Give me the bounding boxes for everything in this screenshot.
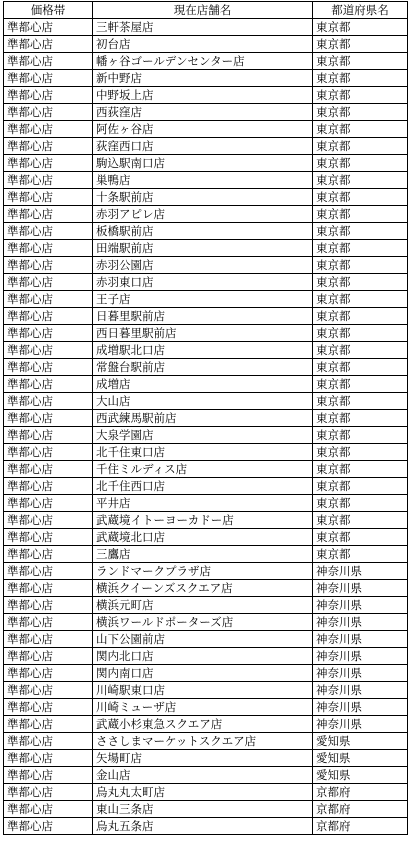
- table-row: [4, 597, 408, 614]
- cell-store-name: 大泉学園店: [93, 427, 313, 444]
- cell-store-name: 川崎駅東口店: [93, 682, 313, 699]
- cell-store-name: 千住ミルディス店: [93, 461, 313, 478]
- cell-price-tier: 準都心店: [4, 189, 93, 206]
- cell-price-tier: 準都心店: [4, 172, 93, 189]
- table-row: [4, 495, 408, 512]
- cell-store-name: 三軒茶屋店: [93, 19, 313, 36]
- cell-price-tier: 準都心店: [4, 784, 93, 801]
- table-row: [4, 427, 408, 444]
- cell-store-name: 幡ヶ谷ゴールデンセンター店: [93, 53, 313, 70]
- table-row: [4, 325, 408, 342]
- cell-price-tier: 準都心店: [4, 699, 93, 716]
- cell-store-name: 横浜クイーンズスクエア店: [93, 580, 313, 597]
- cell-prefecture: 東京都: [313, 376, 408, 393]
- cell-prefecture: 神奈川県: [313, 716, 408, 733]
- table-row: [4, 529, 408, 546]
- cell-price-tier: 準都心店: [4, 733, 93, 750]
- table-row: [4, 104, 408, 121]
- table-row: [4, 750, 408, 767]
- table-row: [4, 36, 408, 53]
- cell-price-tier: 準都心店: [4, 818, 93, 835]
- cell-prefecture: 東京都: [313, 274, 408, 291]
- table-row: [4, 274, 408, 291]
- cell-store-name: 王子店: [93, 291, 313, 308]
- cell-price-tier: 準都心店: [4, 631, 93, 648]
- table-row: [4, 410, 408, 427]
- cell-store-name: 武蔵境北口店: [93, 529, 313, 546]
- cell-prefecture: 東京都: [313, 478, 408, 495]
- table-row: [4, 563, 408, 580]
- cell-prefecture: 神奈川県: [313, 597, 408, 614]
- cell-store-name: 山下公園前店: [93, 631, 313, 648]
- cell-prefecture: 東京都: [313, 155, 408, 172]
- cell-prefecture: 京都府: [313, 784, 408, 801]
- header-store-name: 現在店舗名: [93, 2, 313, 19]
- cell-store-name: ランドマークプラザ店: [93, 563, 313, 580]
- table-row: [4, 70, 408, 87]
- cell-store-name: 西日暮里駅前店: [93, 325, 313, 342]
- table-row: [4, 699, 408, 716]
- cell-price-tier: 準都心店: [4, 240, 93, 257]
- cell-prefecture: 神奈川県: [313, 614, 408, 631]
- cell-prefecture: 東京都: [313, 529, 408, 546]
- table-row: [4, 614, 408, 631]
- table-body: [4, 19, 408, 835]
- table-row: [4, 580, 408, 597]
- cell-price-tier: 準都心店: [4, 801, 93, 818]
- cell-store-name: 烏丸五条店: [93, 818, 313, 835]
- cell-price-tier: 準都心店: [4, 495, 93, 512]
- cell-store-name: 西荻窪店: [93, 104, 313, 121]
- cell-store-name: 赤羽東口店: [93, 274, 313, 291]
- cell-store-name: 十条駅前店: [93, 189, 313, 206]
- cell-prefecture: 東京都: [313, 359, 408, 376]
- table-row: [4, 478, 408, 495]
- table-row: [4, 682, 408, 699]
- cell-store-name: ささしまマーケットスクエア店: [93, 733, 313, 750]
- cell-price-tier: 準都心店: [4, 682, 93, 699]
- cell-store-name: 板橋駅前店: [93, 223, 313, 240]
- cell-prefecture: 東京都: [313, 19, 408, 36]
- cell-prefecture: 東京都: [313, 291, 408, 308]
- cell-price-tier: 準都心店: [4, 767, 93, 784]
- cell-price-tier: 準都心店: [4, 512, 93, 529]
- cell-price-tier: 準都心店: [4, 546, 93, 563]
- table-row: [4, 631, 408, 648]
- cell-price-tier: 準都心店: [4, 478, 93, 495]
- cell-store-name: 成増店: [93, 376, 313, 393]
- cell-store-name: 新中野店: [93, 70, 313, 87]
- cell-store-name: 烏丸丸太町店: [93, 784, 313, 801]
- table-row: [4, 19, 408, 36]
- cell-price-tier: 準都心店: [4, 648, 93, 665]
- cell-prefecture: 京都府: [313, 801, 408, 818]
- cell-store-name: 平井店: [93, 495, 313, 512]
- cell-prefecture: 神奈川県: [313, 563, 408, 580]
- cell-price-tier: 準都心店: [4, 563, 93, 580]
- cell-prefecture: 東京都: [313, 206, 408, 223]
- table-row: [4, 87, 408, 104]
- cell-prefecture: 東京都: [313, 461, 408, 478]
- cell-prefecture: 東京都: [313, 189, 408, 206]
- cell-prefecture: 東京都: [313, 495, 408, 512]
- cell-price-tier: 準都心店: [4, 614, 93, 631]
- table-row: [4, 359, 408, 376]
- table-row: [4, 257, 408, 274]
- cell-prefecture: 神奈川県: [313, 665, 408, 682]
- cell-store-name: 赤羽アピレ店: [93, 206, 313, 223]
- cell-prefecture: 神奈川県: [313, 580, 408, 597]
- table-row: [4, 393, 408, 410]
- header-row: [4, 2, 408, 19]
- table-row: [4, 818, 408, 835]
- cell-store-name: 武蔵小杉東急スクエア店: [93, 716, 313, 733]
- cell-store-name: 中野坂上店: [93, 87, 313, 104]
- cell-store-name: 駒込駅南口店: [93, 155, 313, 172]
- cell-price-tier: 準都心店: [4, 750, 93, 767]
- cell-prefecture: 東京都: [313, 87, 408, 104]
- header-prefecture: 都道府県名: [313, 2, 408, 19]
- table-row: [4, 53, 408, 70]
- cell-store-name: 矢場町店: [93, 750, 313, 767]
- table-row: [4, 121, 408, 138]
- cell-prefecture: 神奈川県: [313, 699, 408, 716]
- cell-prefecture: 東京都: [313, 444, 408, 461]
- cell-prefecture: 東京都: [313, 104, 408, 121]
- cell-price-tier: 準都心店: [4, 87, 93, 104]
- cell-price-tier: 準都心店: [4, 529, 93, 546]
- table-row: [4, 512, 408, 529]
- cell-store-name: 阿佐ヶ谷店: [93, 121, 313, 138]
- table-row: [4, 155, 408, 172]
- cell-price-tier: 準都心店: [4, 427, 93, 444]
- cell-prefecture: 東京都: [313, 36, 408, 53]
- table-row: [4, 342, 408, 359]
- cell-store-name: 金山店: [93, 767, 313, 784]
- cell-price-tier: 準都心店: [4, 376, 93, 393]
- cell-store-name: 横浜ワールドポーターズ店: [93, 614, 313, 631]
- table-row: [4, 801, 408, 818]
- cell-prefecture: 神奈川県: [313, 682, 408, 699]
- cell-prefecture: 東京都: [313, 410, 408, 427]
- cell-price-tier: 準都心店: [4, 36, 93, 53]
- header-price-tier: 価格帯: [4, 2, 93, 19]
- cell-prefecture: 東京都: [313, 546, 408, 563]
- cell-prefecture: 東京都: [313, 240, 408, 257]
- cell-price-tier: 準都心店: [4, 121, 93, 138]
- cell-store-name: 川崎ミューザ店: [93, 699, 313, 716]
- table-row: [4, 648, 408, 665]
- cell-store-name: 赤羽公園店: [93, 257, 313, 274]
- cell-prefecture: 東京都: [313, 308, 408, 325]
- cell-prefecture: 東京都: [313, 512, 408, 529]
- cell-store-name: 北千住東口店: [93, 444, 313, 461]
- cell-store-name: 日暮里駅前店: [93, 308, 313, 325]
- cell-prefecture: 東京都: [313, 427, 408, 444]
- table-row: [4, 665, 408, 682]
- cell-prefecture: 神奈川県: [313, 648, 408, 665]
- cell-store-name: 成増駅北口店: [93, 342, 313, 359]
- cell-prefecture: 東京都: [313, 172, 408, 189]
- cell-price-tier: 準都心店: [4, 359, 93, 376]
- cell-store-name: 大山店: [93, 393, 313, 410]
- table-row: [4, 444, 408, 461]
- cell-prefecture: 東京都: [313, 257, 408, 274]
- cell-price-tier: 準都心店: [4, 104, 93, 121]
- cell-prefecture: 愛知県: [313, 767, 408, 784]
- cell-store-name: 巣鴨店: [93, 172, 313, 189]
- store-table: [3, 1, 408, 835]
- table-row: [4, 767, 408, 784]
- cell-price-tier: 準都心店: [4, 70, 93, 87]
- cell-prefecture: 東京都: [313, 393, 408, 410]
- cell-prefecture: 東京都: [313, 342, 408, 359]
- cell-store-name: 常盤台駅前店: [93, 359, 313, 376]
- cell-price-tier: 準都心店: [4, 53, 93, 70]
- table-row: [4, 206, 408, 223]
- cell-price-tier: 準都心店: [4, 342, 93, 359]
- cell-prefecture: 京都府: [313, 818, 408, 835]
- cell-prefecture: 愛知県: [313, 750, 408, 767]
- cell-store-name: 関内北口店: [93, 648, 313, 665]
- cell-prefecture: 東京都: [313, 138, 408, 155]
- cell-price-tier: 準都心店: [4, 206, 93, 223]
- cell-prefecture: 東京都: [313, 325, 408, 342]
- cell-price-tier: 準都心店: [4, 274, 93, 291]
- cell-price-tier: 準都心店: [4, 223, 93, 240]
- cell-prefecture: 東京都: [313, 70, 408, 87]
- cell-prefecture: 東京都: [313, 121, 408, 138]
- table-row: [4, 138, 408, 155]
- cell-price-tier: 準都心店: [4, 716, 93, 733]
- cell-price-tier: 準都心店: [4, 665, 93, 682]
- cell-price-tier: 準都心店: [4, 19, 93, 36]
- table-row: [4, 461, 408, 478]
- cell-store-name: 荻窪西口店: [93, 138, 313, 155]
- cell-store-name: 西武練馬駅前店: [93, 410, 313, 427]
- cell-store-name: 北千住西口店: [93, 478, 313, 495]
- table-row: [4, 223, 408, 240]
- table-row: [4, 733, 408, 750]
- cell-store-name: 横浜元町店: [93, 597, 313, 614]
- table-row: [4, 546, 408, 563]
- cell-price-tier: 準都心店: [4, 444, 93, 461]
- cell-price-tier: 準都心店: [4, 138, 93, 155]
- cell-store-name: 関内南口店: [93, 665, 313, 682]
- table-header: [4, 2, 408, 19]
- table-row: [4, 189, 408, 206]
- table-row: [4, 240, 408, 257]
- cell-store-name: 三鷹店: [93, 546, 313, 563]
- cell-price-tier: 準都心店: [4, 291, 93, 308]
- cell-price-tier: 準都心店: [4, 308, 93, 325]
- cell-price-tier: 準都心店: [4, 155, 93, 172]
- cell-price-tier: 準都心店: [4, 597, 93, 614]
- table-row: [4, 716, 408, 733]
- cell-store-name: 武蔵境イトーヨーカドー店: [93, 512, 313, 529]
- cell-price-tier: 準都心店: [4, 580, 93, 597]
- cell-prefecture: 神奈川県: [313, 631, 408, 648]
- table-row: [4, 308, 408, 325]
- cell-prefecture: 愛知県: [313, 733, 408, 750]
- cell-price-tier: 準都心店: [4, 325, 93, 342]
- cell-price-tier: 準都心店: [4, 410, 93, 427]
- cell-price-tier: 準都心店: [4, 257, 93, 274]
- cell-prefecture: 東京都: [313, 223, 408, 240]
- cell-store-name: 初台店: [93, 36, 313, 53]
- cell-price-tier: 準都心店: [4, 461, 93, 478]
- table-row: [4, 376, 408, 393]
- table-row: [4, 172, 408, 189]
- cell-store-name: 東山三条店: [93, 801, 313, 818]
- cell-price-tier: 準都心店: [4, 393, 93, 410]
- table-row: [4, 784, 408, 801]
- cell-prefecture: 東京都: [313, 53, 408, 70]
- cell-store-name: 田端駅前店: [93, 240, 313, 257]
- table-row: [4, 291, 408, 308]
